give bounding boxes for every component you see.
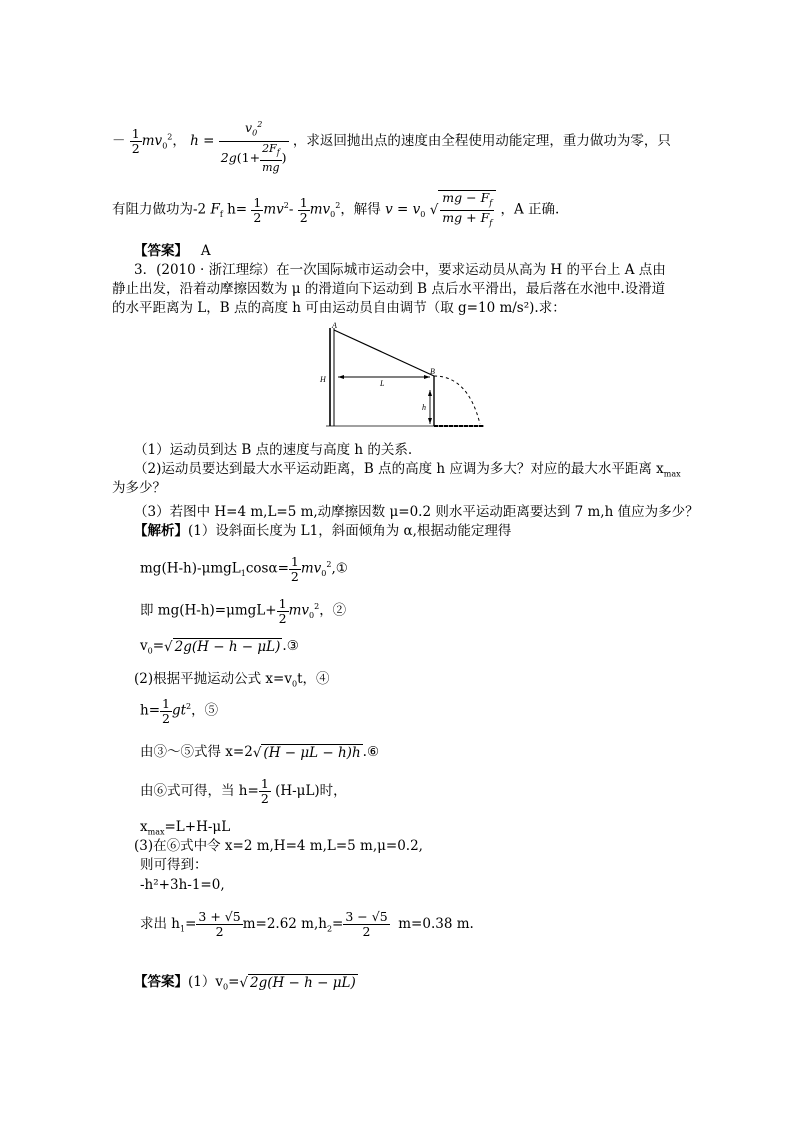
- equation-6: 由③～⑤式得 x=2√ (H − μL − h)h .⑥: [140, 744, 380, 761]
- answer-2: 【答案】$(1)v_0=√$ 2g(H − h − μL): [134, 974, 356, 992]
- sub-question-1: （1）运动员到达 B 点的速度与高度 h 的关系.: [134, 442, 413, 458]
- quadratic-equation: -h²+3h-1=0,: [140, 877, 225, 893]
- equation-5: h= $\frac{1}{2}$ $gt^2$，⑤: [140, 695, 219, 726]
- slide-diagram: [318, 320, 488, 430]
- label-h: h: [422, 403, 426, 412]
- question-3-line-2: 静止出发，沿着动摩擦因数为 μ 的滑道向下运动到 B 点后水平滑出，最后落在水池中.设滑道: [112, 281, 666, 297]
- question-3-line-3: 的水平距离为 L，B 点的高度 h 可由运动员自由调节（取 g=10 m/s²).求：: [112, 300, 566, 316]
- sqrt-ratio: √ $\frac{mg - F_f}{mg + F_f}$: [430, 190, 497, 231]
- paragraph-1-tail: ，求返回抛出点的速度由全程使用动能定理，重力做功为零，只: [292, 132, 671, 149]
- part-3-line-1: (3)在⑥式中令 x=2 m,H=4 m,L=5 m,μ=0.2,: [134, 838, 423, 854]
- minus-sign: －: [112, 132, 126, 149]
- label-L: L: [380, 379, 385, 388]
- equation-3: $v_0=√$ 2g(H − h − μL) .③: [140, 638, 299, 656]
- label-H: H: [320, 375, 326, 384]
- question-3-line-1: 3．(2010 · 浙江理综）在一次国际城市运动会中，要求运动员从高为 H 的平台上 A 点由: [134, 262, 666, 278]
- half-fraction: $\frac{1}{2}$: [131, 125, 140, 156]
- projectile-formula: (2)根据平抛运动公式 $x=v_0t$，④: [134, 671, 330, 689]
- answer-1: 【答案】 A: [134, 243, 211, 259]
- equation-7: 由⑥式可得，当 h= $\frac{1}{2}$ (H-μL)时，: [140, 776, 347, 806]
- formula-line-2: 有阻力做功为-2 $F_f$ h= $\frac{1}{2}$ $mv^2-$ $\frac{1}{2}$ $mv_0^2$，解得 $v = v_0$ √ $\frac{mg - F_f}{mg + F_f}$ ，A 正确.: [112, 186, 559, 235]
- formula-line-1: － $\frac{1}{2}$ $mv_0^2$， h = $v_0^2$ 2g(1+ $\frac{2F_f}{mg}$ ) ，求返回抛出点的速度由全程使用动能定理，重力做功为零，只: [112, 120, 671, 174]
- sub-question-3: （3）若图中 H=4 m,L=5 m,动摩擦因数 μ=0.2 则水平运动距离要达到 7 m,h 值应为多少？: [134, 504, 699, 520]
- h-fraction: $v_0^2$ 2g(1+ $\frac{2F_f}{mg}$ ): [220, 120, 287, 174]
- sub-question-2a: （2)运动员要达到最大水平运动距离，B 点的高度 h 应调为多大？对应的最大水平距离 $x_{max}$: [134, 461, 681, 479]
- equation-1: mg(H-h)-μmgL$_1$cosα= $\frac{1}{2}$ $mv_0^2,①$: [140, 553, 348, 584]
- solutions-line: 求出 $h_1=$ $\frac{3 + √5}{2}$ m=2.62 $m,h_2=$ $\frac{3 - √5}{2}$ m=0.38 m.: [140, 909, 474, 939]
- equation-2: 即 mg(H-h)=μmgL+ $\frac{1}{2}$ $mv_0^2$，②: [140, 595, 347, 626]
- sub-question-2b: 为多少？: [112, 480, 166, 496]
- part-3-line-2: 则可得到：: [140, 857, 208, 873]
- analysis-line: 【解析】(1）设斜面长度为 L1，斜面倾角为 α,根据动能定理得: [134, 523, 512, 539]
- label-B: B: [430, 367, 435, 376]
- xmax-result: $x_{max}=L+H-\mu L$: [140, 819, 231, 837]
- label-A: A: [332, 321, 337, 330]
